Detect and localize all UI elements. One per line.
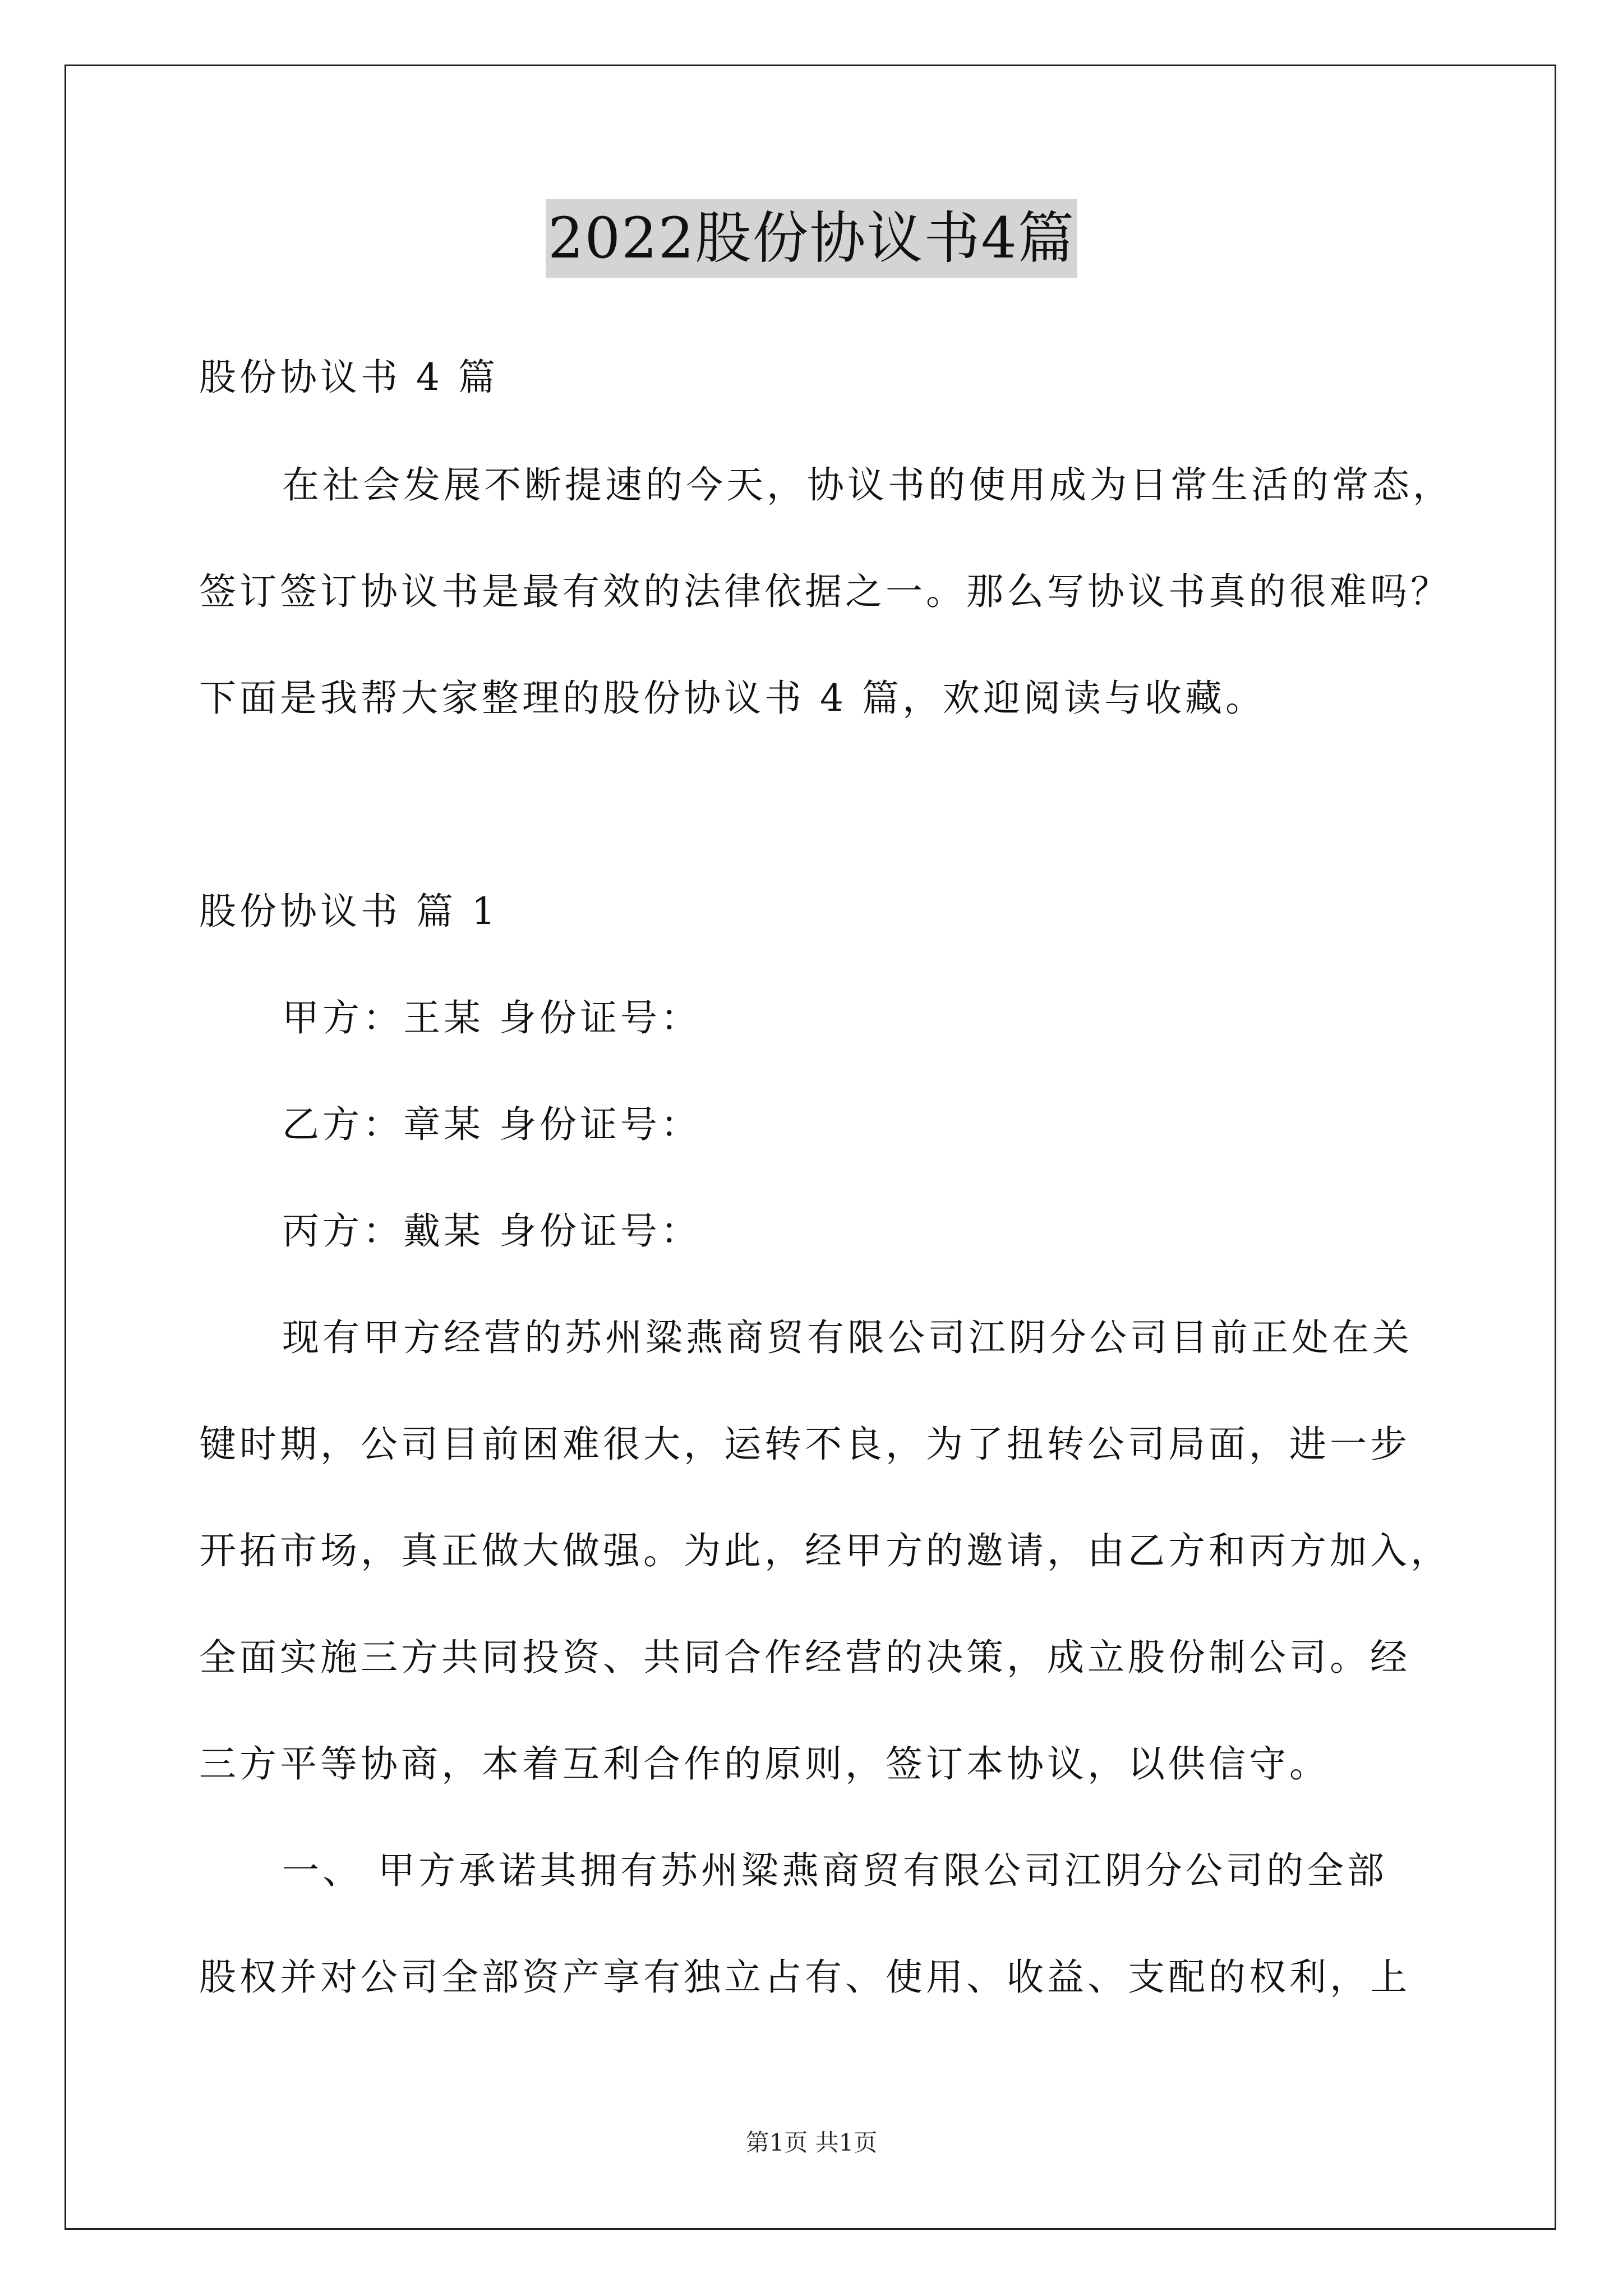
body-line: 股权并对公司全部资产享有独立占有、使用、收益、支配的权利，上 (199, 1955, 1410, 1999)
page-footer: 第1页 共1页 (745, 2129, 878, 2156)
party-line: 甲方：王某 身份证号： (282, 996, 701, 1039)
body-line: 现有甲方经营的苏州粱燕商贸有限公司江阴分公司目前正处在关 (282, 1316, 1413, 1359)
body-line: 键时期，公司目前困难很大，运转不良，为了扭转公司局面，进一步 (199, 1423, 1410, 1466)
party-line: 丙方：戴某 身份证号： (282, 1209, 701, 1253)
intro-line: 签订签订协议书是最有效的法律依据之一。那么写协议书真的很难吗？ (199, 570, 1451, 613)
body-line: 全面实施三方共同投资、共同合作经营的决策，成立股份制公司。经 (199, 1636, 1410, 1679)
section-heading: 股份协议书 篇 1 (199, 890, 499, 933)
document-title: 2022股份协议书4篇 (546, 199, 1077, 278)
party-line: 乙方：章某 身份证号： (282, 1103, 701, 1146)
document-subtitle: 股份协议书 4 篇 (199, 356, 499, 399)
body-line: 开拓市场，真正做大做强。为此，经甲方的邀请，由乙方和丙方加入， (199, 1529, 1451, 1572)
intro-line: 下面是我帮大家整理的股份协议书 4 篇，欢迎阅读与收藏。 (199, 677, 1266, 720)
title-container (0, 199, 1623, 278)
intro-line: 在社会发展不断提速的今天，协议书的使用成为日常生活的常态， (282, 463, 1453, 507)
body-line: 三方平等协商，本着互利合作的原则，签订本协议，以供信守。 (199, 1742, 1330, 1786)
body-line: 一、 甲方承诺其拥有苏州粱燕商贸有限公司江阴分公司的全部 (282, 1849, 1387, 1892)
